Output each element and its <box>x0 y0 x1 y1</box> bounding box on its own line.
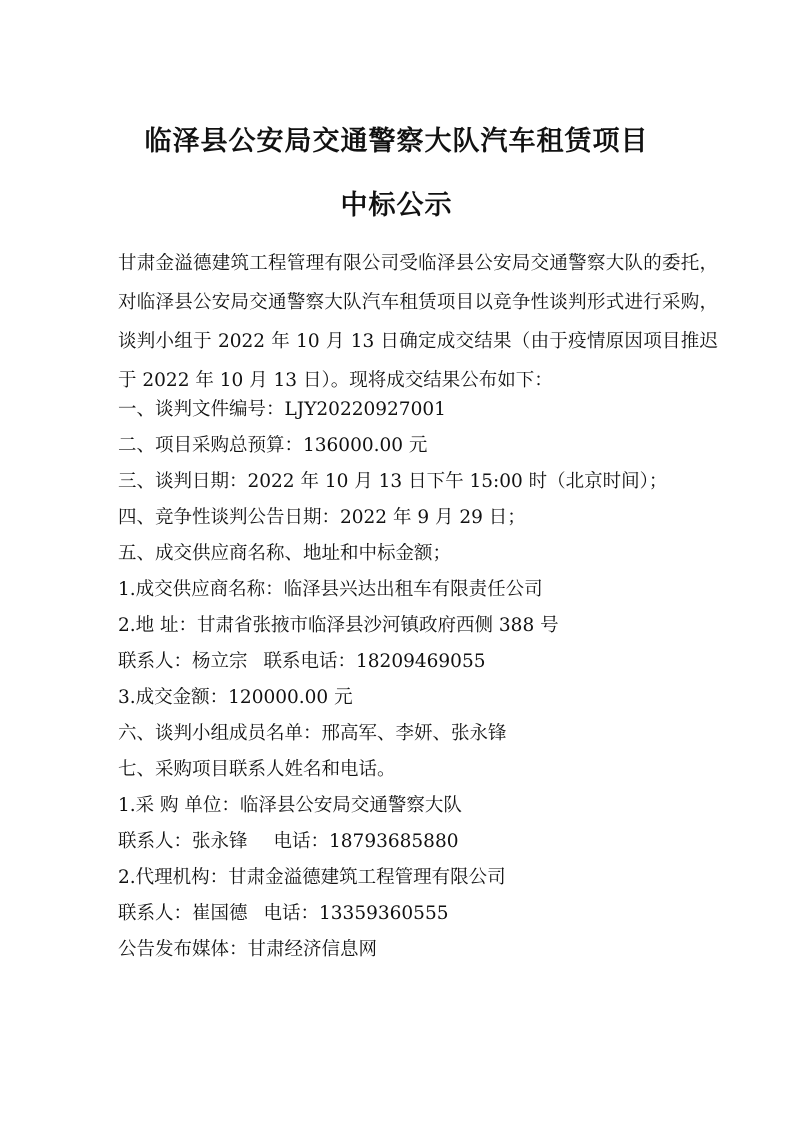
announcement-date-line: 四、竞争性谈判公告日期：2022 年 9 月 29 日； <box>118 507 526 528</box>
supplier-contact-phone: 联系电话：18209469055 <box>263 651 486 672</box>
supplier-contact-person: 联系人：杨立宗 <box>118 651 248 672</box>
supplier-name-line: 1.成交供应商名称：临泽县兴达出租车有限责任公司 <box>118 579 543 600</box>
agency-contact-line <box>118 896 738 932</box>
intro-paragraph: 甘肃金溢德建筑工程管理有限公司受临泽县公安局交通警察大队的委托，对临泽县公安局交通警察大队汽车租赁项目以竞争性谈判形式进行采购，谈判小组于 2022 年 10 月 13 日确定成交结果（由于疫情原因项目推迟于 2022 年 10 月 13 日）。现将成交结果公布如下： <box>118 253 718 391</box>
supplier-section-heading: 五、成交供应商名称、地址和中标金额； <box>118 543 452 564</box>
file-number-line: 一、谈判文件编号：LJY20220927001 <box>118 399 446 420</box>
publication-media-line: 公告发布媒体：甘肃经济信息网 <box>118 939 378 960</box>
budget-line: 二、项目采购总预算：136000.00 元 <box>118 435 428 456</box>
purchaser-contact-line <box>118 824 738 860</box>
supplier-contact-line <box>118 644 738 680</box>
purchaser-line: 1.采 购 单位：临泽县公安局交通警察大队 <box>118 795 462 816</box>
negotiation-date-line: 三、谈判日期：2022 年 10 月 13 日下午 15:00 时（北京时间）； <box>118 471 668 492</box>
document-title: 临泽县公安局交通警察大队汽车租赁项目 <box>144 126 649 157</box>
contacts-section-heading: 七、采购项目联系人姓名和电话。 <box>118 759 396 780</box>
panel-members-line: 六、谈判小组成员名单：邢高军、李妍、张永锋 <box>118 723 507 744</box>
supplier-address-line: 2.地 址：甘肃省张掖市临泽县沙河镇政府西侧 388 号 <box>118 615 559 636</box>
agency-line: 2.代理机构：甘肃金溢德建筑工程管理有限公司 <box>118 867 506 888</box>
deal-amount-line: 3.成交金额：120000.00 元 <box>118 687 353 708</box>
agency-contact-person: 联系人：崔国德 <box>118 903 248 924</box>
document-subtitle: 中标公示 <box>340 190 453 221</box>
agency-contact-phone: 电话：13359360555 <box>263 903 449 924</box>
purchaser-contact-phone: 电话：18793685880 <box>273 831 459 852</box>
announcement-list <box>118 392 738 968</box>
purchaser-contact-person: 联系人：张永锋 <box>118 831 248 852</box>
